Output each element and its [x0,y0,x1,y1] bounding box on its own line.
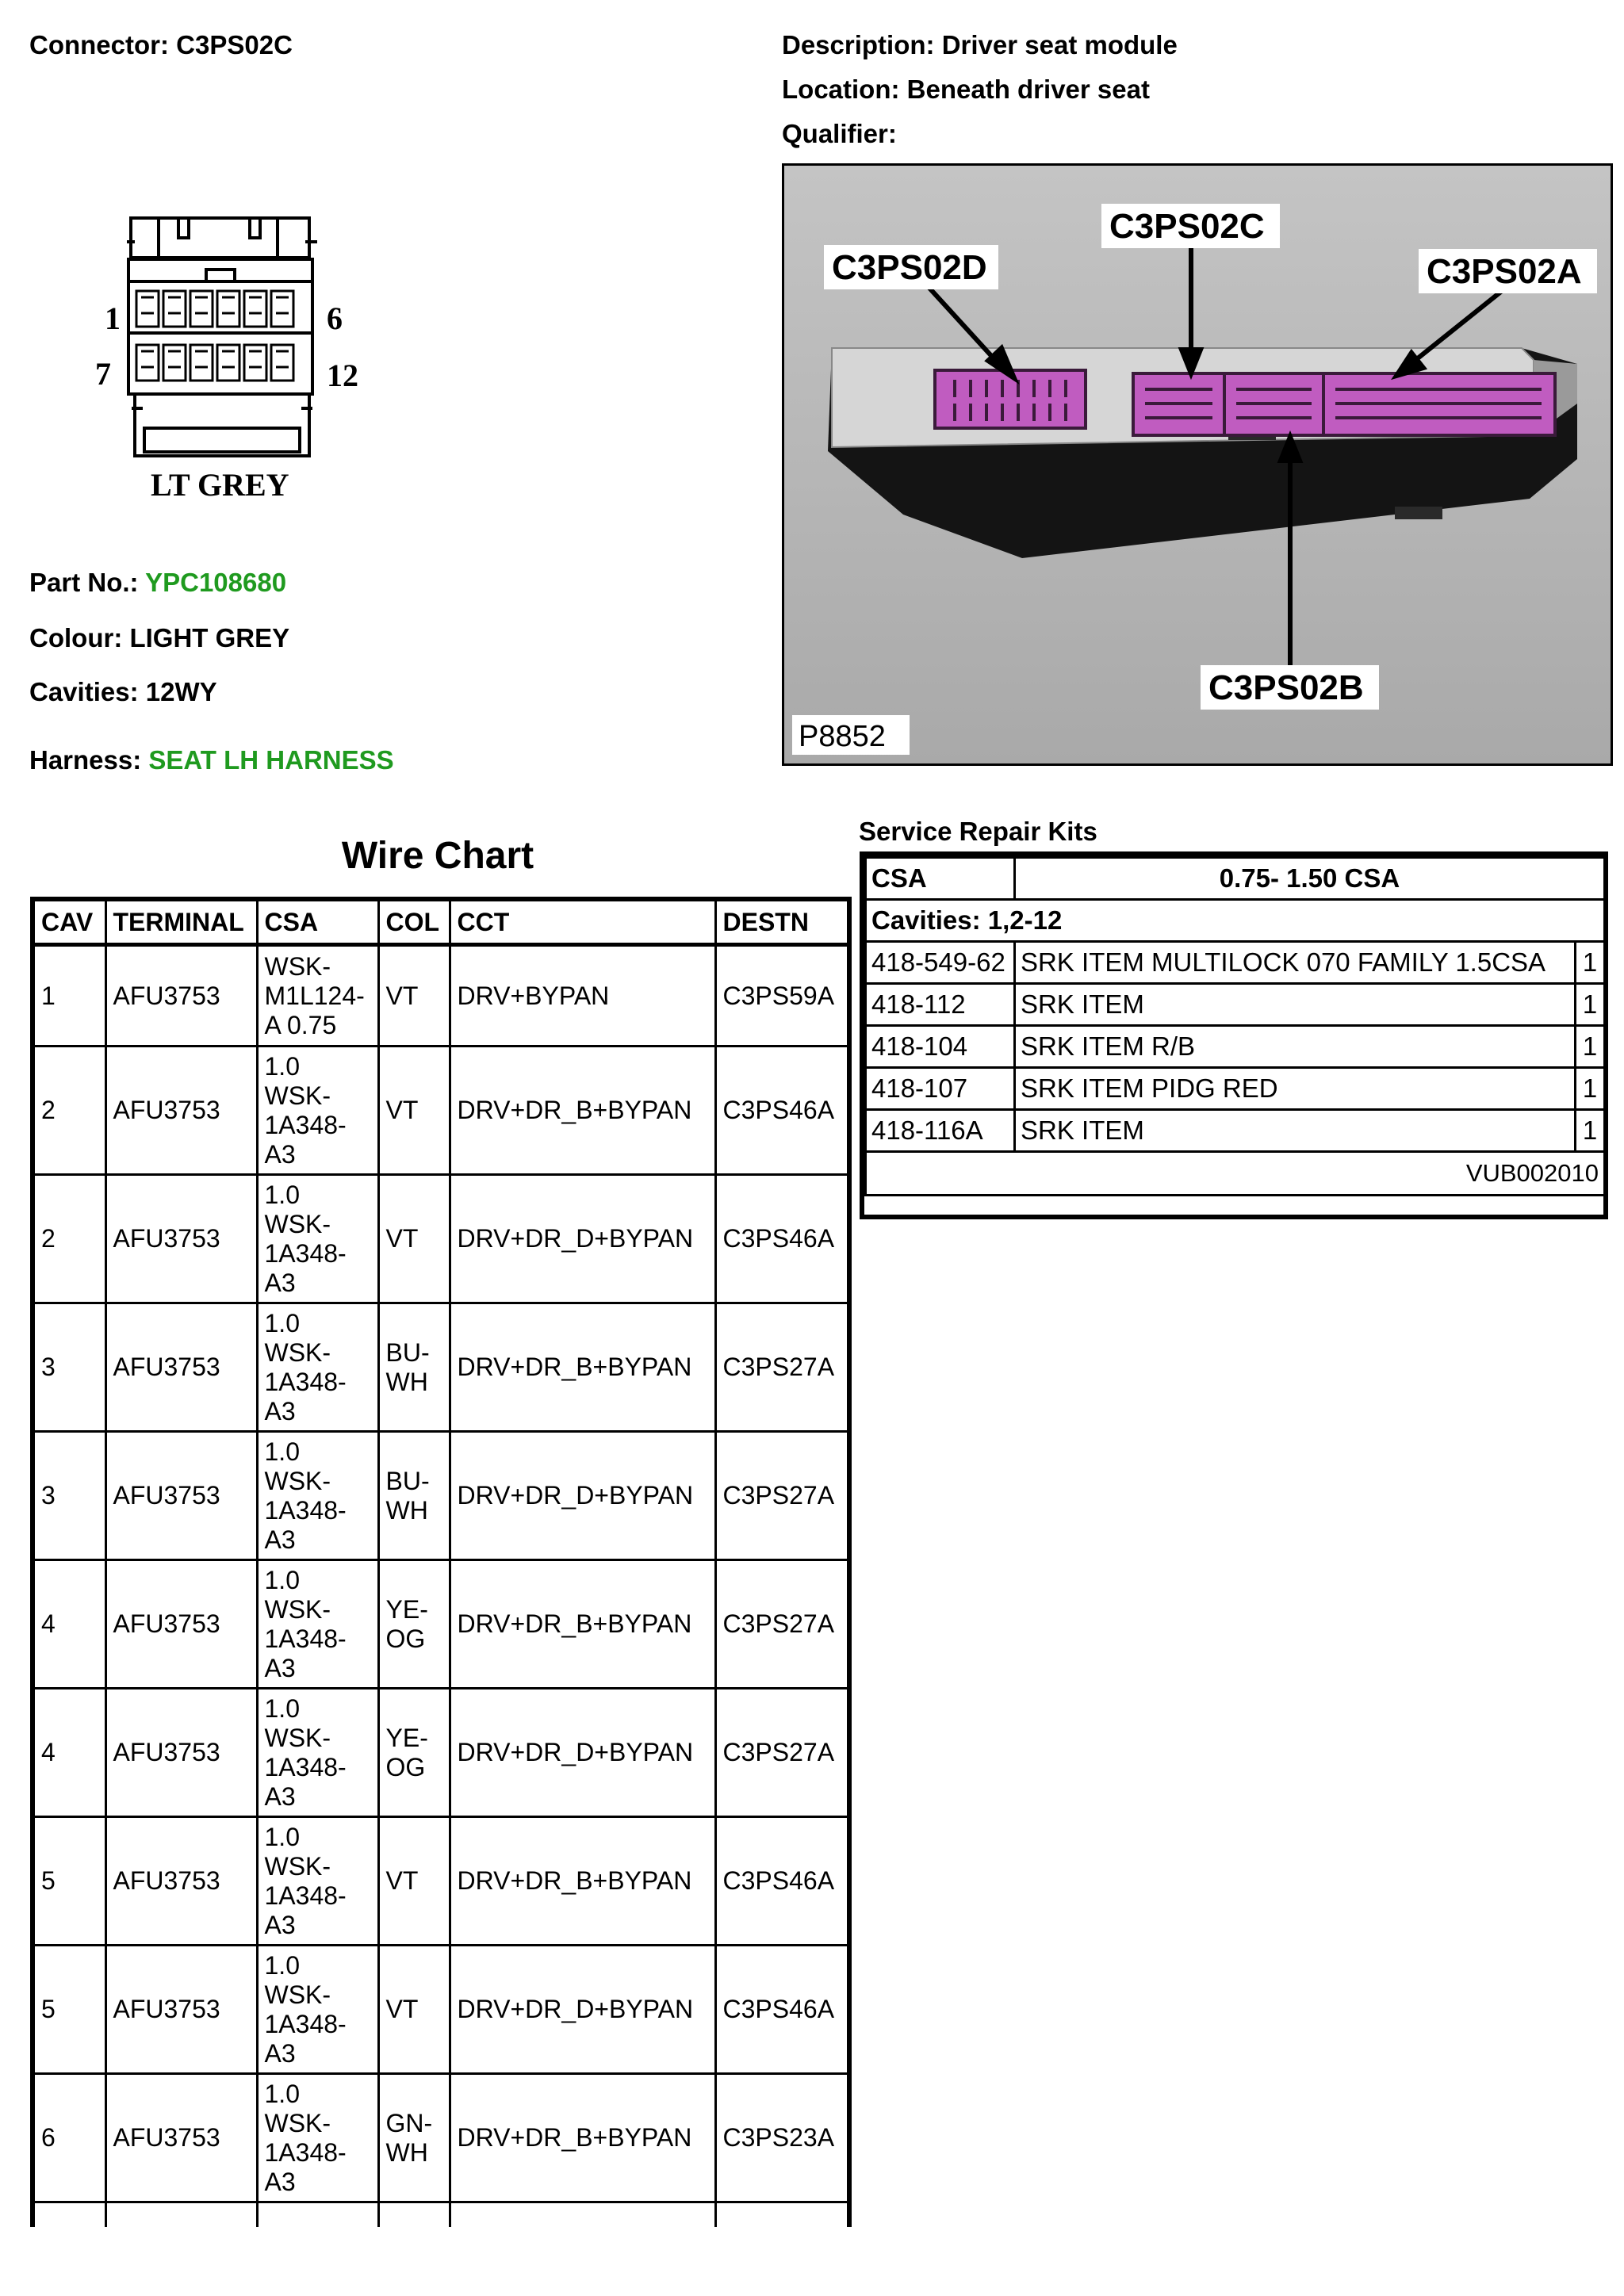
callout-c3ps02d: C3PS02D [832,248,987,287]
cell-col: BU-WH [378,1432,450,1560]
cell-cav: 3 [33,1432,105,1560]
cell-cct: DRV+DR_B+BYPAN [450,1560,715,1689]
table-row [33,1946,849,2074]
cell-destn: C3PS23A [715,2074,849,2202]
table-row [33,1303,849,1432]
kit-desc: SRK ITEM PIDG RED [1015,1068,1576,1110]
repair-kits-title: Service Repair Kits [859,817,1097,846]
col-header-terminal: TERMINAL [105,899,257,945]
kit-desc: SRK ITEM [1015,984,1576,1026]
cell-cav: 6 [33,2074,105,2202]
kits-csa-label: CSA [866,858,1015,900]
cell-cct: DRV+DR_B+BYPAN [450,1047,715,1175]
connector-value: C3PS02C [176,30,293,59]
kit-desc: SRK ITEM MULTILOCK 070 FAMILY 1.5CSA [1015,942,1576,984]
location-line [782,75,1150,105]
cell-cct: DRV+DR_D+BYPAN [450,1946,715,2074]
kit-qty: 1 [1576,1068,1605,1110]
kit-code: 418-104 [866,1026,1015,1068]
callout-c3ps02b: C3PS02B [1208,668,1364,707]
cell-cav: 5 [33,1817,105,1946]
cell-cct: DRV+DR_D+BYPAN [450,1175,715,1303]
cell-col: YE-OG [378,1689,450,1817]
cell-cav: 1 [33,945,105,1047]
kit-qty: 1 [1576,942,1605,984]
callout-c3ps02a: C3PS02A [1427,252,1582,291]
cell-terminal: AFU3753 [105,1560,257,1689]
location-photo [782,163,1613,766]
kits-cavities-line: Cavities: 1,2-12 [866,900,1605,942]
cell-col: GN-WH [378,2074,450,2202]
cell-terminal: AFU3753 [105,1689,257,1817]
list-item [866,984,1605,1026]
harness-line [29,745,394,775]
cell-csa: 1.0 WSK-1A348-A3 [257,1047,378,1175]
cavities-value: 12WY [145,677,217,706]
callout-c3ps02c: C3PS02C [1109,207,1265,246]
table-row [33,1432,849,1560]
wire-chart-table [30,897,852,2227]
connector-color-text: LT GREY [151,467,289,503]
qualifier-label: Qualifier: [782,119,897,148]
list-item [866,942,1605,984]
col-header-destn: DESTN [715,899,849,945]
cell-cct: DRV+BYPAN [450,945,715,1047]
cell-destn: C3PS27A [715,1303,849,1432]
cell-destn: C3PS27A [715,1689,849,1817]
cavities-line [29,677,217,707]
cell-cav: 4 [33,1560,105,1689]
cell-destn: C3PS46A [715,1175,849,1303]
kits-footer-code: VUB002010 [866,1152,1605,1196]
kits-footer-row [866,1152,1605,1196]
col-header-cct: CCT [450,899,715,945]
cell-csa: 1.0 WSK-1A348-A3 [257,1560,378,1689]
list-item [866,1068,1605,1110]
part-no-line [29,568,286,598]
kit-code: 418-116A [866,1110,1015,1152]
cell-empty [715,2202,849,2228]
connector-heading [29,30,293,60]
kit-qty: 1 [1576,1110,1605,1152]
cell-cav: 3 [33,1303,105,1432]
kit-qty: 1 [1576,984,1605,1026]
kits-csa-value: 0.75- 1.50 CSA [1015,858,1605,900]
cell-destn: C3PS27A [715,1432,849,1560]
cell-col: VT [378,1817,450,1946]
cell-destn: C3PS46A [715,1946,849,2074]
cell-empty [105,2202,257,2228]
figure-id: P8852 [799,720,886,753]
cell-destn: C3PS46A [715,1047,849,1175]
col-header-cav: CAV [33,899,105,945]
cell-terminal: AFU3753 [105,945,257,1047]
cell-destn: C3PS59A [715,945,849,1047]
cell-csa: 1.0 WSK-1A348-A3 [257,1432,378,1560]
connector-abc-shape [1133,373,1555,435]
cell-terminal: AFU3753 [105,1303,257,1432]
description-line [782,30,1178,60]
kit-desc: SRK ITEM [1015,1110,1576,1152]
table-row [33,1560,849,1689]
part-no-value: YPC108680 [145,568,287,597]
kits-csa-row [866,858,1605,900]
cell-csa: 1.0 WSK-1A348-A3 [257,1689,378,1817]
cell-destn: C3PS27A [715,1560,849,1689]
colour-value: LIGHT GREY [129,623,290,652]
cell-col: VT [378,1946,450,2074]
cell-empty [33,2202,105,2228]
pin-1-label: 1 [105,300,121,336]
wire-chart-header-row [33,899,849,945]
cell-terminal: AFU3753 [105,1946,257,2074]
cell-cav: 4 [33,1689,105,1817]
description-label: Description: [782,30,935,59]
list-item [866,1110,1605,1152]
harness-label: Harness: [29,745,142,775]
connector-face-diagram [79,202,396,511]
cell-terminal: AFU3753 [105,1432,257,1560]
col-header-csa: CSA [257,899,378,945]
cell-cav: 2 [33,1175,105,1303]
table-row-continued [33,2202,849,2228]
cell-cct: DRV+DR_B+BYPAN [450,1817,715,1946]
cell-cav: 5 [33,1946,105,2074]
cell-csa: 1.0 WSK-1A348-A3 [257,1303,378,1432]
connector-d-shape [935,370,1086,428]
cell-col: VT [378,1047,450,1175]
pin-12-label: 12 [327,358,358,393]
cell-cct: DRV+DR_D+BYPAN [450,1689,715,1817]
cell-terminal: AFU3753 [105,1817,257,1946]
col-header-col: COL [378,899,450,945]
module-illustration [784,166,1611,763]
cell-empty [257,2202,378,2228]
pin-6-label: 6 [327,300,343,336]
kit-desc: SRK ITEM R/B [1015,1026,1576,1068]
cell-empty [378,2202,450,2228]
cavities-label: Cavities: [29,677,139,706]
cell-csa: WSK-M1L124-A 0.75 [257,945,378,1047]
cell-csa: 1.0 WSK-1A348-A3 [257,1946,378,2074]
kit-code: 418-112 [866,984,1015,1026]
cell-col: VT [378,1175,450,1303]
wire-chart-title: Wire Chart [341,835,534,877]
table-row [33,1047,849,1175]
harness-value: SEAT LH HARNESS [148,745,394,775]
cell-col: YE-OG [378,1560,450,1689]
pin-7-label: 7 [95,356,111,392]
location-label: Location: [782,75,900,104]
part-no-label: Part No.: [29,568,139,597]
colour-label: Colour: [29,623,123,652]
list-item [866,1026,1605,1068]
connector-label: Connector: [29,30,169,59]
kit-code: 418-549-62 [866,942,1015,984]
table-row [33,1175,849,1303]
cell-col: BU-WH [378,1303,450,1432]
repair-kits-table [864,856,1606,1196]
cell-terminal: AFU3753 [105,1047,257,1175]
kit-code: 418-107 [866,1068,1015,1110]
cell-csa: 1.0 WSK-1A348-A3 [257,2074,378,2202]
table-row [33,1689,849,1817]
kit-qty: 1 [1576,1026,1605,1068]
description-value: Driver seat module [941,30,1178,59]
cell-csa: 1.0 WSK-1A348-A3 [257,1175,378,1303]
cell-cct: DRV+DR_B+BYPAN [450,2074,715,2202]
colour-line [29,623,289,653]
cell-terminal: AFU3753 [105,1175,257,1303]
cell-destn: C3PS46A [715,1817,849,1946]
cell-cct: DRV+DR_B+BYPAN [450,1303,715,1432]
cell-cav: 2 [33,1047,105,1175]
cell-empty [450,2202,715,2228]
cell-col: VT [378,945,450,1047]
cell-terminal: AFU3753 [105,2074,257,2202]
kits-cavities-row [866,900,1605,942]
table-row [33,1817,849,1946]
table-row [33,2074,849,2202]
location-value: Beneath driver seat [906,75,1150,104]
table-row [33,945,849,1047]
cell-csa: 1.0 WSK-1A348-A3 [257,1817,378,1946]
cell-cct: DRV+DR_D+BYPAN [450,1432,715,1560]
